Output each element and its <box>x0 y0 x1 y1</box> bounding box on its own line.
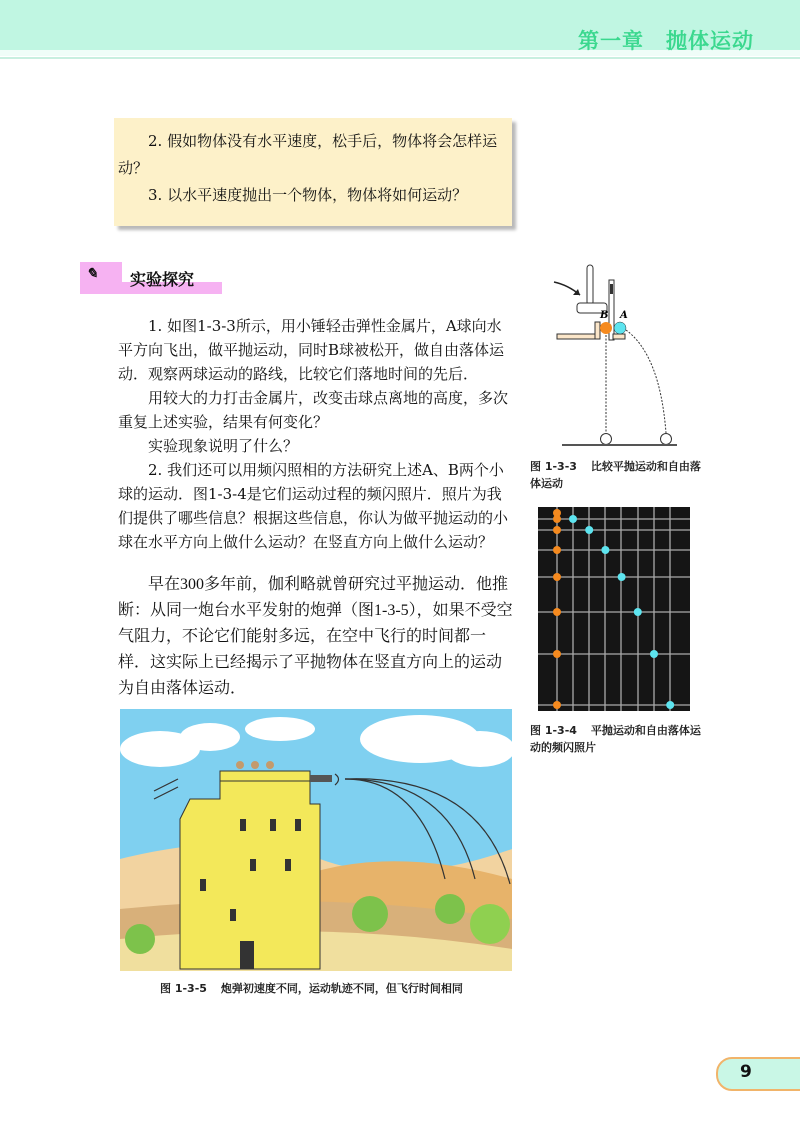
ball-a-mark <box>618 573 626 581</box>
ball-b-mark <box>553 526 561 534</box>
figure-1-3-3-caption <box>530 458 710 492</box>
figure-number: 图 1-3-5 <box>160 982 207 995</box>
figure-1-3-4-strobe-photo <box>538 507 690 711</box>
ball-b-mark <box>553 546 561 554</box>
figure-1-3-3-apparatus <box>540 255 680 450</box>
ball-a-mark <box>666 701 674 709</box>
ball-b <box>600 322 612 334</box>
chapter-header <box>0 0 800 56</box>
experiment-paragraph: 2. 我们还可以用频闪照相的方法研究上述A、B两个小球的运动．图1-3-4是它们运动过程的频闪照片．照片为我们提供了哪些信息？根据这些信息，你认为做平抛运动的小球在水平方向上做什么运动？在竖直方向上做什么运动？ <box>118 461 509 551</box>
figure-1-3-4-caption <box>530 722 710 756</box>
chapter-name: 抛体运动 <box>666 29 754 53</box>
figure-number: 图 1-3-4 <box>530 724 577 737</box>
experiment-paragraph: 实验现象说明了什么？ <box>148 437 299 455</box>
header-divider <box>0 57 800 59</box>
ball-b-mark <box>553 573 561 581</box>
ball-b-mark <box>553 608 561 616</box>
galileo-paragraph: 早在300多年前，伽利略就曾研究过平抛运动．他推断：从同一炮台水平发射的炮弹（图1-3-5），如果不受空气阻力，不论它们能射多远，在空中飞行的时间都一样．这实际上已经揭示了平抛物体在竖直方向上的运动为自由落体运动． <box>118 576 513 697</box>
experiment-icon: ✎ <box>86 266 98 282</box>
experiment-paragraph: 用较大的力打击金属片，改变击球点离地的高度，多次重复上述实验，结果有何变化？ <box>118 389 509 431</box>
caption-text: 炮弹初速度不同，运动轨迹不同，但飞行时间相同 <box>220 982 463 995</box>
page-number: 9 <box>740 1062 752 1082</box>
page-number-tab <box>716 1057 800 1091</box>
caption-text: 平抛运动和自由落体运动的频闪照片 <box>530 724 701 754</box>
ball-a-mark <box>634 608 642 616</box>
chapter-title <box>578 25 754 55</box>
chapter-number: 第一章 <box>578 29 644 53</box>
question-box <box>114 118 512 226</box>
question-2: 2. 假如物体没有水平速度，松手后，物体将会怎样运动？ <box>118 132 498 177</box>
label-a: A <box>620 310 628 321</box>
figure-1-3-5-caption <box>160 980 500 997</box>
caption-text: 比较平抛运动和自由落体运动 <box>530 460 701 490</box>
section-heading <box>80 262 222 294</box>
photo-background <box>538 507 690 711</box>
figure-number: 图 1-3-3 <box>530 460 577 473</box>
ball-b-mark <box>553 701 561 709</box>
experiment-paragraph: 1. 如图1-3-3所示，用小锤轻击弹性金属片，A球向水平方向飞出，做平抛运动，同时B球被松开，做自由落体运动．观察两球运动的路线，比较它们落地时间的先后． <box>118 317 505 383</box>
ball-a-mark <box>650 650 658 658</box>
section-title: 实验探究 <box>130 270 195 289</box>
ball-b-mark <box>553 650 561 658</box>
ball-a-mark <box>585 526 593 534</box>
ball-a-mark <box>569 515 577 523</box>
galileo-text <box>118 572 514 702</box>
figure-1-3-5-cannon-illustration <box>120 709 512 971</box>
ball-b-mark <box>553 515 561 523</box>
label-b: B <box>600 310 609 321</box>
ball-a-mark <box>601 546 609 554</box>
question-3: 3. 以水平速度抛出一个物体，物体将如何运动？ <box>148 186 468 204</box>
experiment-text <box>118 314 514 554</box>
ball-a <box>614 322 626 334</box>
